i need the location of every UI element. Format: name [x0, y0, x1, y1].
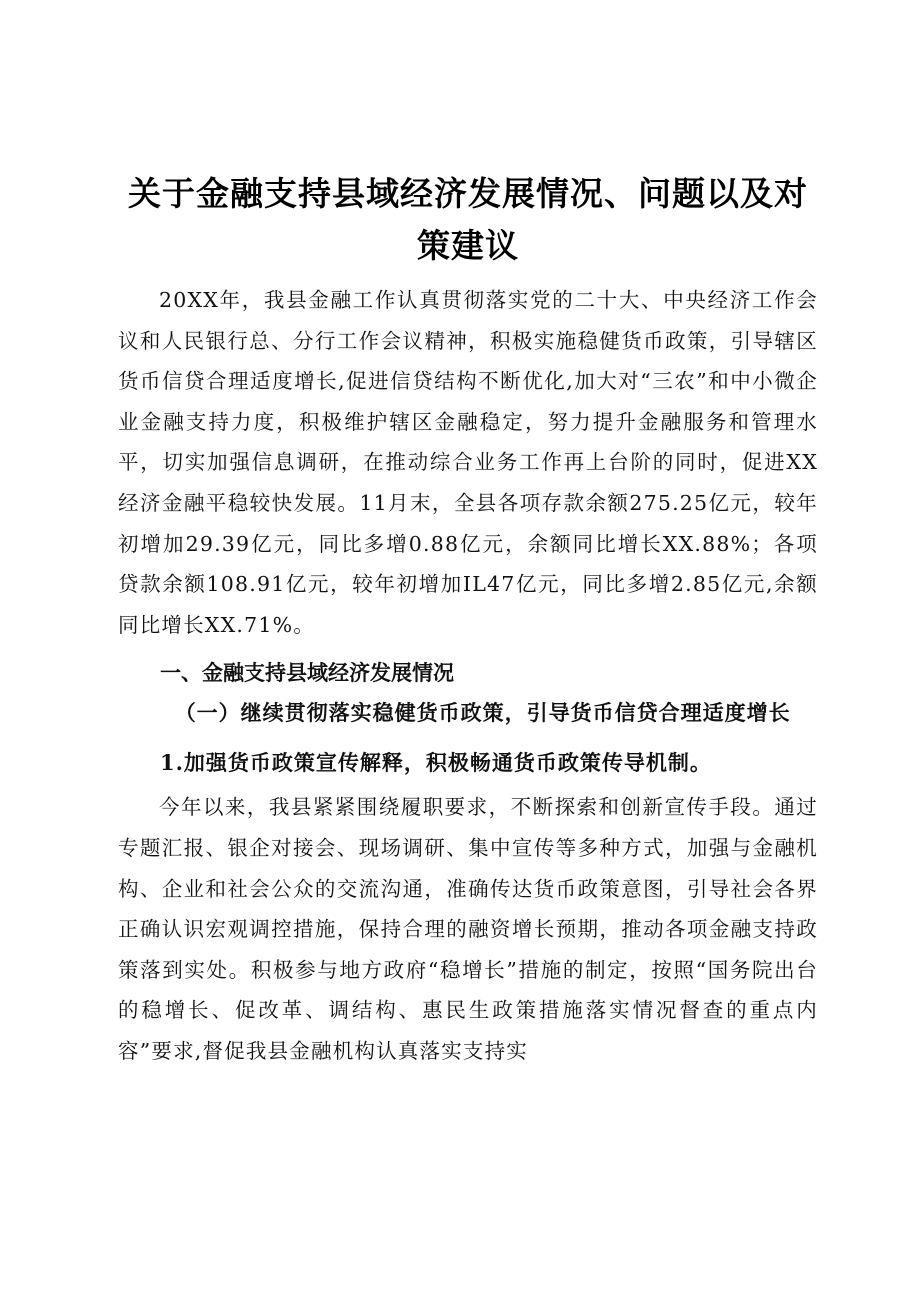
body-paragraph: 今年以来，我县紧紧围绕履职要求，不断探索和创新宣传手段。通过专题汇报、银企对接会、现场调研、集中宣传等多种方式，加强与金融机构、企业和社会公众的交流沟通，准确传达货币政策意图，引导社会各界正确认识宏观调控措施，保持合理的融资增长预期，推动各项金融支持政策落到实处。积极参与地方政府“稳增长”措施的制定，按照“国务院出台的稳增长、促改革、调结构、惠民生政策措施落实情况督查的重点内容”要求,督促我县金融机构认真落实支持实 [118, 795, 818, 1063]
document-title: 关于金融支持县域经济发展情况、问题以及对策建议 [128, 174, 808, 265]
item-heading: 1.加强货币政策宣传解释，积极畅通货币政策传导机制。 [160, 750, 712, 776]
intro-paragraph: 20XX年，我县金融工作认真贯彻落实党的二十大、中央经济工作会议和人民银行总、分行工作会议精神，积极实施稳健货币政策，引导辖区货币信贷合理适度增长,促进信贷结构不断优化,加大对“三农”和中小微企业金融支持力度，积极维护辖区金融稳定，努力提升金融服务和管理水平，切实加强信息调研，在推动综合业务工作再上台阶的同时，促进XX经济金融平稳较快发展。11月末，全县各项存款余额275.25亿元，较年初增加29.39亿元，同比多增0.88亿元，余额同比增长XX.88%；各项贷款余额108.91亿元，较年初增加IL47亿元，同比多增2.85亿元,余额同比增长XX.71%。 [118, 288, 818, 637]
section-heading: 一、金融支持县域经济发展情况 [160, 661, 454, 686]
subsection-heading: （一）继续贯彻落实稳健货币政策，引导货币信贷合理适度增长 [174, 700, 791, 726]
